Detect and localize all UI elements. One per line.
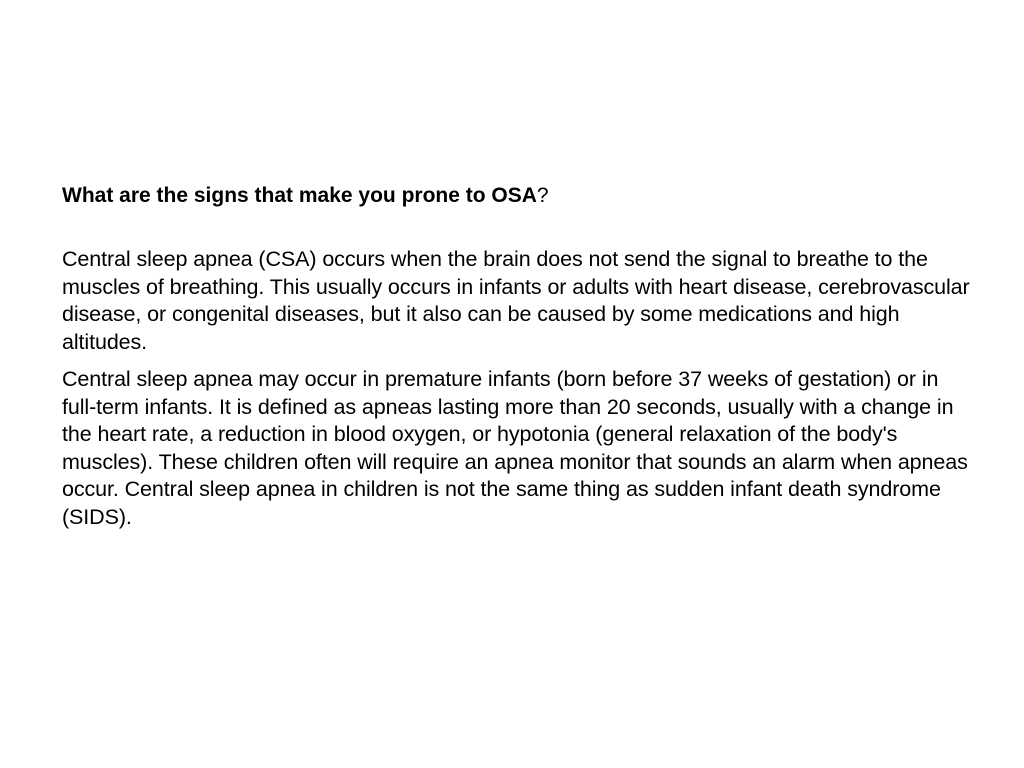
heading-bold-text: What are the signs that make you prone to OSA <box>62 184 537 207</box>
paragraph-csa-definition: Central sleep apnea (CSA) occurs when the brain does not send the signal to breathe to the muscles of breathing. This usually occurs in infants or adults with heart disease, cerebrovascular disease, or congenital diseases, but it also can be caused by some medications and high altitudes. <box>62 247 970 354</box>
paragraph-csa-infants: Central sleep apnea may occur in premature infants (born before 37 weeks of gestation) or in full-term infants. It is defined as apneas lasting more than 20 seconds, usually with a change in the heart rate, a reduction in blood oxygen, or hypotonia (general relaxation of the body's muscles). These children often will require an apnea monitor that sounds an alarm when apneas occur. Central sleep apnea in children is not the same thing as sudden infant death syndrome (SIDS). <box>62 367 968 529</box>
slide-content <box>62 180 972 541</box>
slide-heading <box>62 180 972 212</box>
heading-suffix: ? <box>536 184 549 207</box>
